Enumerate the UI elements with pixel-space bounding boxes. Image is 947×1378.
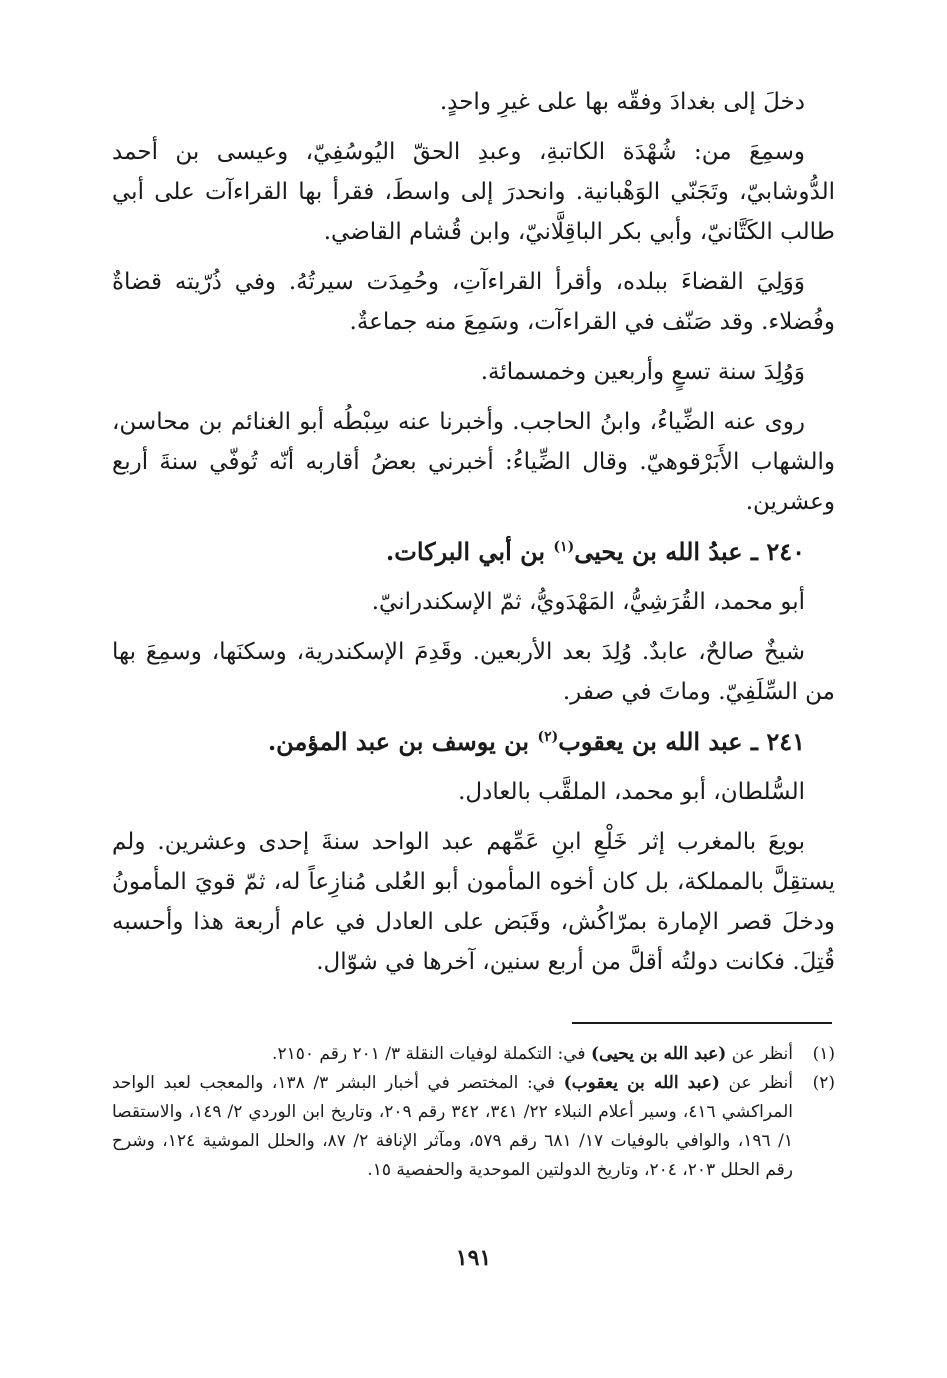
paragraph: وَوُلِدَ سنة تسعٍ وأربعين وخمسمائة. [480, 359, 805, 385]
footnotes [112, 1040, 835, 1185]
paragraph: وسمِعَ من: شُهْدَة الكاتبةِ، وعبدِ الحقّ اليُوسُفِيّ، وعيسى بن أحمد الدُّوشابيّ، وتَجَنّي الوَهْبانية. وانحدرَ إلى واسطَ، فقرأ بها القراءآت على أبي طالب الكَتَّانيّ، وأبي بكر الباقِلَّانيّ، وابن قُشام القاضي. [112, 139, 835, 245]
entry-heading-241 [112, 722, 835, 762]
paragraph: وَوَلِيَ القضاءَ ببلده، وأقرأ القراءآتِ، وحُمِدَت سيرتُهُ. وفي ذُرّيته قضاةٌ وفُضلاء. وقد صَنّف في القراءآت، وسَمِعَ منه جماعةٌ. [112, 269, 835, 335]
paragraph: شيخٌ صالحٌ، عابدٌ. وُلِدَ بعد الأربعين. وقَدِمَ الإسكندرية، وسكنَها، وسمِعَ بها من السِّلَفِيّ. وماتَ في صفر. [112, 639, 835, 705]
heading-title-rest: بن يوسف بن عبد المؤمن. [267, 727, 538, 756]
footnote-subject: (عبد الله بن يعقوب) [563, 1073, 720, 1093]
paragraph: دخلَ إلى بغدادَ وفقّه بها على غيرِ واحدٍ. [439, 89, 805, 115]
entry-heading-240 [112, 532, 835, 572]
footnote-sources: في: التكملة لوفيات النقلة ٣/ ٢٠١ رقم ٢١٥٠. [272, 1044, 591, 1064]
footnote-lead: أنظر عن [726, 1044, 793, 1064]
page-number: ١٩١ [455, 1245, 492, 1271]
main-text [112, 82, 835, 992]
paragraph: بويعَ بالمغرب إثر خَلْعِ ابنِ عَمِّهم عبد الواحد سنةَ إحدى وعشرين. ولم يستقِلَّ بالمملكة، بل كان أخوه المأمون أبو العُلى مُنازِعاً له، ثمّ قويَ المأمونُ ودخلَ قصر الإمارة بمرّاكُش، وقَبَض على العادل في عام أربعة هذا وأحسبه قُتِلَ. فكانت دولتُه أقلَّ من أربع سنين، آخرها في شوّال. [112, 829, 835, 975]
footnote-ref[interactable]: (٢) [537, 729, 559, 745]
footnote-1 [112, 1040, 835, 1069]
footnote-number: (١) [812, 1044, 835, 1064]
footnote-text [112, 1040, 793, 1069]
paragraph: روى عنه الضِّياءُ، وابنُ الحاجب. وأخبرنا عنه سِبْطُه أبو الغنائم بن محاسن، والشهاب الأَبَرْقوهيّ. وقال الضِّياءُ: أخبرني بعضُ أقاربه أنّه تُوفّي سنةَ أربع وعشرين. [112, 409, 835, 515]
paragraph: أبو محمد، القُرَشِيُّ، المَهْدَويُّ، ثمّ الإسكندرانيّ. [371, 589, 805, 615]
heading-title: ٢٤٠ ـ عبدُ الله بن يحيى [574, 537, 805, 566]
heading-title-rest: بن أبي البركات. [385, 537, 554, 566]
footnote-subject: (عبد الله بن يحيى) [590, 1044, 727, 1064]
footnote-number: (٢) [812, 1073, 835, 1093]
heading-title: ٢٤١ ـ عبد الله بن يعقوب [558, 727, 805, 756]
footnote-text [112, 1069, 793, 1185]
paragraph: السُّلطان، أبو محمد، الملقَّب بالعادل. [458, 779, 805, 805]
footnote-2 [112, 1069, 835, 1185]
footnote-separator [572, 1022, 832, 1024]
footnote-ref[interactable]: (١) [553, 539, 575, 555]
footnote-lead: أنظر عن [719, 1073, 794, 1093]
footnote-sources: في: المختصر في أخبار البشر ٣/ ١٣٨، والمعجب لعبد الواحد المراكشي ٤١٦، وسير أعلام النبلاء ٢٢/ ٣٤١، ٣٤٢ رقم ٢٠٩، وتاريخ ابن الوردي ٢/ ١٤٩، والاستقصا ١/ ١٩٦، والوافي بالوفيات ١٧/ ٦٨١ رقم ٥٧٩، ومآثر الإنافة ٢/ ٨٧، والحلل الموشية ١٢٤، وشرح رقم الحلل ٢٠٣، ٢٠٤، وتاريخ الدولتين الموحدية والحفصية ١٥. [112, 1073, 794, 1180]
